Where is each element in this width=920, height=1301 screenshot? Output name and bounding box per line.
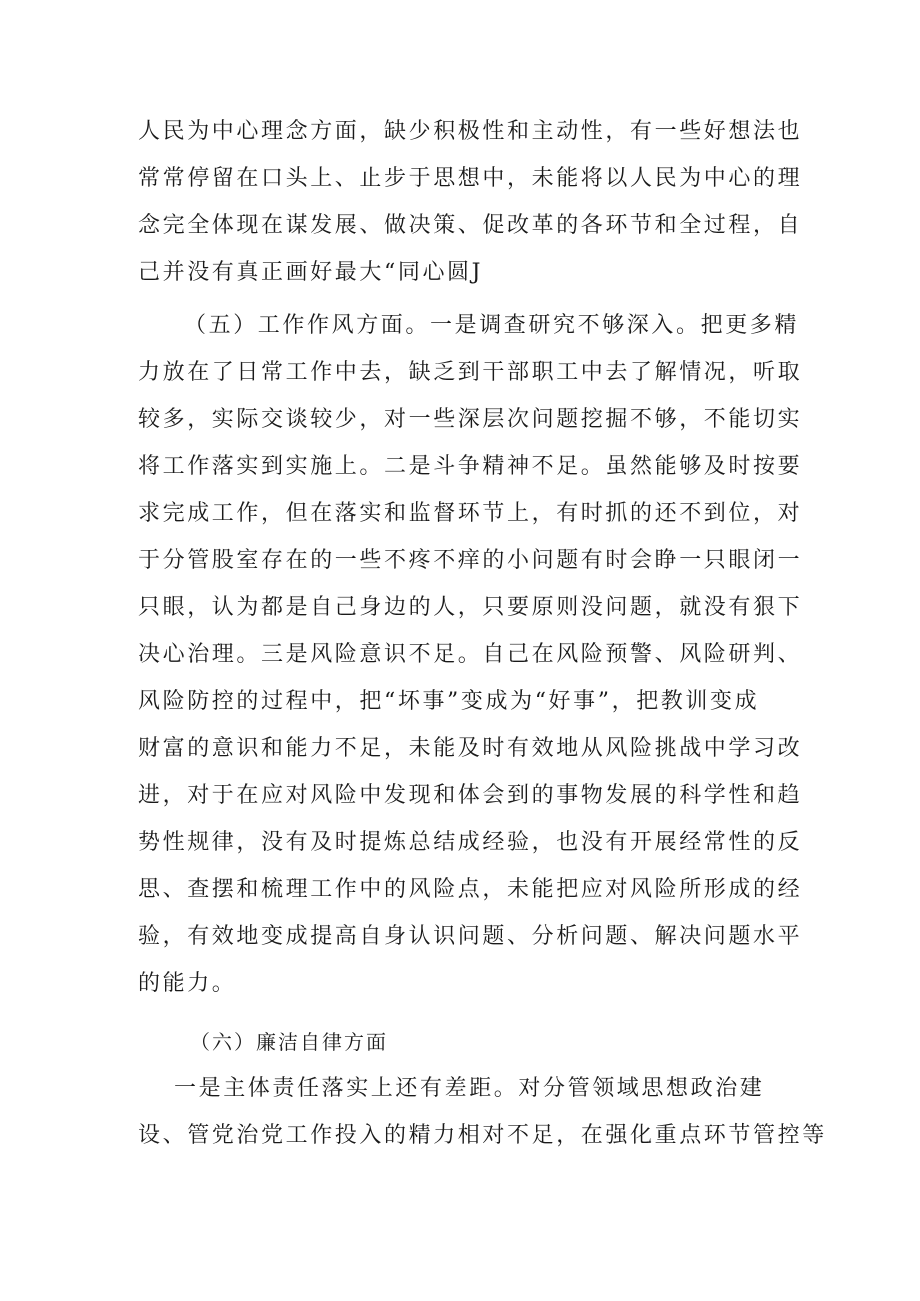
paragraph-line: 常常停留在口头上、止步于思想中，未能将以人民为中心的理: [138, 166, 803, 191]
paragraph-line: 的能力。: [138, 971, 237, 996]
paragraph-line: 只眼，认为都是自己身边的人，只要原则没问题，就没有狠下: [138, 595, 803, 620]
section-heading-work-style: （五）工作作风方面。一是调查研究不够深入。把更多精: [184, 313, 800, 338]
section-heading-integrity: （六）廉洁自律方面: [190, 1030, 388, 1054]
paragraph-line: 求完成工作，但在落实和监督环节上，有时抓的还不到位，对: [138, 501, 803, 526]
paragraph-line: 设、管党治党工作投入的精力相对不足，在强化重点环节管控等: [138, 1123, 827, 1148]
paragraph-line: 较多，实际交谈较少，对一些深层次问题挖掘不够，不能切实: [138, 407, 803, 432]
paragraph-line: 风险防控的过程中，把“坏事”变成为“好事”，把教训变成: [138, 689, 760, 714]
paragraph-line: 财富的意识和能力不足，未能及时有效地从风险挑战中学习改: [138, 736, 803, 761]
paragraph-line: 念完全体现在谋发展、做决策、促改革的各环节和全过程，自: [138, 213, 803, 238]
paragraph-line: 于分管股室存在的一些不疼不痒的小问题有时会睁一只眼闭一: [138, 548, 803, 573]
paragraph-line: 势性规律，没有及时提炼总结成经验，也没有开展经常性的反: [138, 830, 803, 855]
paragraph-line: 一是主体责任落实上还有差距。对分管领域思想政治建: [174, 1076, 765, 1101]
paragraph-line: 验，有效地变成提高自身认识问题、分析问题、解决问题水平: [138, 924, 803, 949]
paragraph-line: 进，对于在应对风险中发现和体会到的事物发展的科学性和趋: [138, 783, 803, 808]
paragraph-line: 思、查摆和梳理工作中的风险点，未能把应对风险所形成的经: [138, 877, 803, 902]
paragraph-line: 人民为中心理念方面，缺少积极性和主动性，有一些好想法也: [138, 119, 803, 144]
paragraph-line: 将工作落实到实施上。二是斗争精神不足。虽然能够及时按要: [138, 454, 803, 479]
paragraph-line: 力放在了日常工作中去，缺乏到干部职工中去了解情况，听取: [138, 360, 803, 385]
paragraph-line: 己并没有真正画好最大“同心圆J: [138, 260, 484, 285]
paragraph-line: 决心治理。三是风险意识不足。自己在风险预警、风险研判、: [138, 642, 803, 667]
